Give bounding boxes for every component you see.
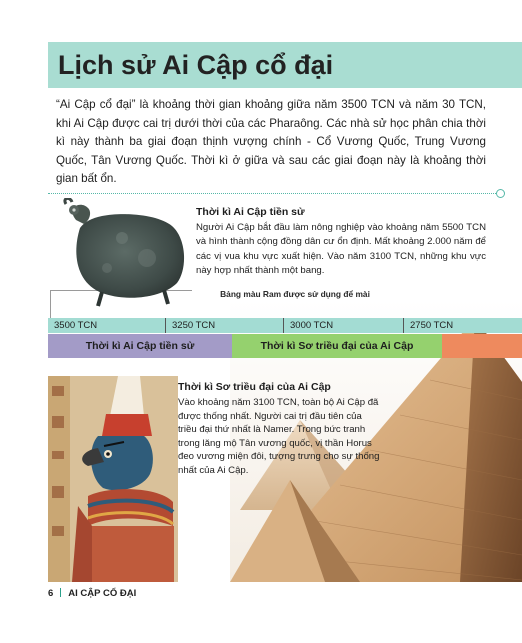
early-dynastic-section xyxy=(178,381,380,477)
page-title: Lịch sử Ai Cập cổ đại xyxy=(58,50,334,80)
timeline-periods xyxy=(48,334,522,358)
page-footer xyxy=(48,588,136,599)
timeline-year: 3000 TCN xyxy=(284,318,403,333)
footer-section: AI CẬP CỔ ĐẠI xyxy=(68,588,137,599)
early-dynastic-body: Vào khoảng năm 3100 TCN, toàn bộ Ai Cập đã được thống nhất. Người cai trị đầu tiên của triều đại thứ nhất là Namer. Trong bức tranh trong lăng mộ Tân vương quốc, vị thần Horus đeo vương miện đôi, tượng trưng cho sự thống nhất của Ai Cập. xyxy=(178,397,380,476)
timeline-year: 3500 TCN xyxy=(48,318,165,333)
timeline-year: 2750 TCN xyxy=(404,318,522,333)
divider-dot xyxy=(496,189,505,198)
footer-separator xyxy=(60,588,61,597)
predynastic-body: Người Ai Cập bắt đầu làm nông nghiệp vào khoảng năm 5500 TCN và hình thành cộng đồng dân cư ổn định. Mất khoảng 2.000 năm để các vị vua khu vực xuất hiện. Vào năm 3100 TCN, những khu vực này hợp nhất thành một bang. xyxy=(196,222,486,276)
timeline-year: 3250 TCN xyxy=(166,318,283,333)
period-old-kingdom xyxy=(442,334,522,358)
title-bar xyxy=(48,42,522,88)
predynastic-title: Thời kì Ai Cập tiền sử xyxy=(196,206,305,218)
ram-palette-image xyxy=(62,198,192,308)
divider-line xyxy=(48,193,500,194)
intro-paragraph: “Ai Cập cổ đại” là khoảng thời gian khoảng giữa năm 3500 TCN và năm 30 TCN, khi Ai Cập được cai trị dưới thời của các Pharaông. Các nhà sử học phân chia thời kì này thành ba giai đoạn thịnh vượng chính - Cổ Vương Quốc, Trung Vương Quốc, Tân Vương Quốc. Thời kì ở giữa và sau các giai đoạn này là khoảng thời gian bất ổn. xyxy=(56,98,486,185)
early-dynastic-title: Thời kì Sơ triều đại của Ai Cập xyxy=(178,381,331,393)
period-early-dynastic: Thời kì Sơ triều đại của Ai Cập xyxy=(232,334,442,358)
page-number: 6 xyxy=(48,588,54,599)
period-predynastic: Thời kì Ai Cập tiền sử xyxy=(48,334,232,358)
horus-painting-image xyxy=(48,376,178,582)
palette-caption: Bảng màu Ram được sử dụng để mài xyxy=(220,289,370,299)
timeline-years xyxy=(48,318,522,333)
predynastic-section xyxy=(196,206,486,278)
connector-line-vertical xyxy=(50,290,51,318)
